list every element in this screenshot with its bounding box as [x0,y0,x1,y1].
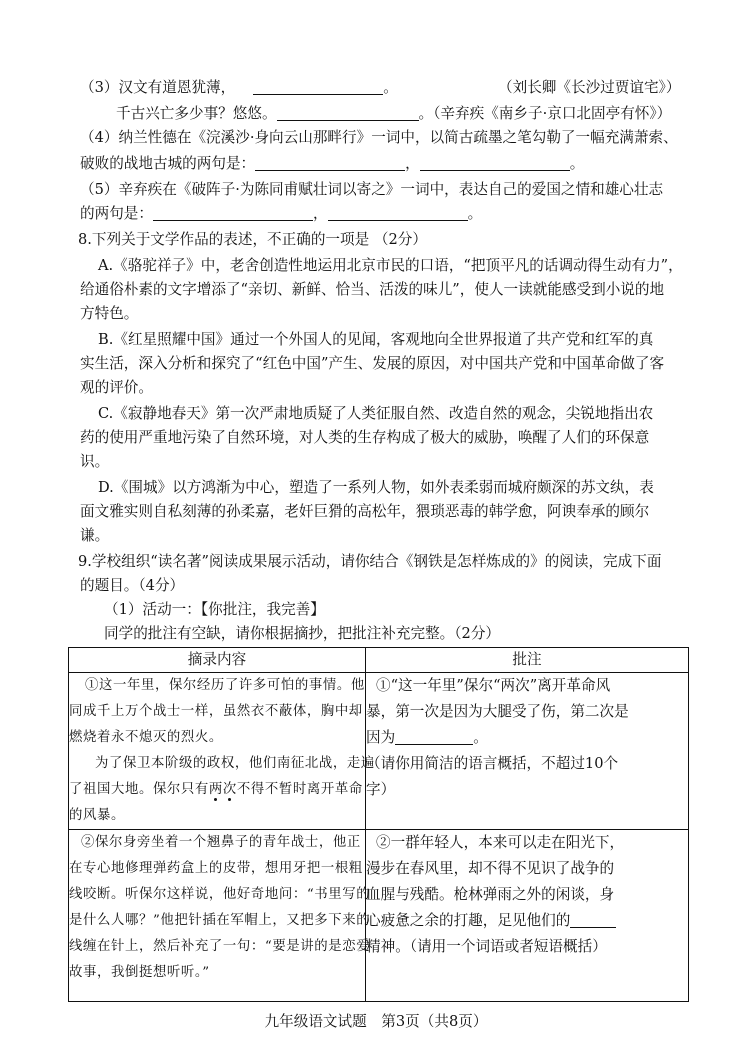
q8-option-d-line3: 谦。 [80,527,110,544]
q8-option-a-line3: 方特色。 [80,305,139,322]
annotation-line [366,725,688,751]
text: 。 [569,155,585,172]
annotation-line: 暴，第一次是因为大腿受了伤，第二次是 [366,703,629,720]
q7-item3-line2 [116,104,671,124]
answer-blank[interactable] [570,912,616,928]
q7-item3-source: （刘长卿《长沙过贾谊宅》） [498,79,681,96]
text: ， [405,155,420,172]
text: 心疲惫之余的打趣，足见他们的 [366,912,571,929]
excerpt-line: 同成千上万个战士一样，虽然衣不蔽体，胸中却 [69,704,363,719]
answer-blank[interactable] [277,105,419,121]
q7-item4-line1: （4）纳兰性德在《浣溪沙·身向云山那畔行》一词中，以简古疏墨之笔勾勒了一幅充满萧索、 [80,129,678,146]
q8-option-b-line3: 观的评价。 [80,379,153,396]
q7-item5-line2 [80,204,482,224]
q8-option-c-line3: 识。 [80,453,110,470]
q9-activity1-desc: 同学的批注有空缺，请你根据摘抄，把批注补充完整。（2分） [104,625,501,642]
annotation-table [68,647,689,1002]
annotation-line: 字） [366,781,396,798]
excerpt-line: 线咬断。听保尔这样说，他好奇地问：“书里写的 [69,887,371,902]
excerpt-line: ①这一年里，保尔经历了许多可怕的事情。他 [85,678,365,693]
text: 。 [473,729,488,746]
answer-blank[interactable] [153,205,313,221]
q9-activity1-title: （1）活动一：【你批注，我完善】 [104,601,325,618]
table-row [69,830,689,1002]
text: ， [312,205,328,222]
q7-item4-line2 [80,154,584,174]
emphasis-dot-text: 次 [222,782,237,797]
text: 的两句是： [80,205,153,222]
q7-item5-line1: （5）辛弃疾在《破阵子·为陈同甫赋壮词以寄之》一词中，表达自己的爱国之情和雄心壮志 [80,181,664,198]
excerpt-cell-2 [69,830,371,1002]
text: 。 [467,205,483,222]
excerpt-cell-1 [69,673,375,830]
column-header-excerpt: 摘录内容 [69,648,366,673]
text: 了祖国大地。保尔只有 [69,782,209,797]
text: 破败的战地古城的两句是： [80,155,256,172]
excerpt-line: 在专心地修理弹药盒上的皮带，想用牙把一根粗 [69,861,363,876]
annotation-line [366,908,688,934]
answer-blank[interactable] [328,205,468,221]
q9-stem-line2: 的题目。（4分） [80,577,185,594]
answer-blank[interactable] [395,729,473,745]
excerpt-line: 为了保卫本阶级的政权，他们南征北战，走遍 [95,756,375,771]
text: （3）汉文有道恩犹薄， [80,79,236,96]
page-footer: 九年级语文试题 第3页（共8页） [264,1013,488,1030]
annotation-line: 漫步在春风里，却不得不见识了战争的 [366,860,615,877]
table-row [69,673,689,830]
text: 。 [383,79,398,96]
annotation-line: （请你用简洁的语言概括，不超过10个 [366,755,619,772]
q8-option-a-line1: A.《骆驼祥子》中，老舍创造性地运用北京市民的口语，“把顶平凡的话调动得生动有力”， [98,257,683,274]
q8-option-b-line2: 实生活，深入分析和探究了“红色中国”产生、发展的原因，对中国共产党和中国革命做了客 [80,355,665,372]
annotation-line: 精神。（请用一个词语或者短语概括） [366,938,607,955]
excerpt-line: 燃烧着永不熄灭的烈火。 [69,730,223,745]
excerpt-line: 故事，我倒挺想听听。” [69,965,210,980]
annotation-line: ②一群年轻人，本来可以走在阳光下， [376,834,625,851]
q8-option-a-line2: 给通俗朴素的文字增添了“亲切、新鲜、恰当、活泼的味儿”，使人一读就能感受到小说的地 [80,281,665,298]
q8-stem: 8.下列关于文学作品的表述，不正确的一项是 （2分） [78,231,427,248]
table-header-row [69,648,689,673]
text: 千古兴亡多少事？悠悠。 [116,105,277,122]
text: 。（辛弃疾《南乡子·京口北固亭有怀》） [418,105,672,122]
text: 因为 [366,729,396,746]
q8-option-d-line1: D.《围城》以方鸿渐为中心，塑造了一系列人物，如外表柔弱而城府颇深的苏文纨，表 [98,479,654,496]
annotation-line: 血腥与残酷。枪林弹雨之外的闲谈，身 [366,886,615,903]
q9-stem-line1: 9.学校组织“读名著”阅读成果展示活动，请你结合《钢铁是怎样炼成的》的阅读，完成下面 [78,553,662,570]
excerpt-line: ②保尔身旁坐着一个翘鼻子的青年战士，他正 [81,835,361,850]
q8-option-d-line2: 面文雅实则自私刻薄的孙柔嘉，老奸巨猾的高松年，猥琐恶毒的韩学愈，阿谀奉承的顾尔 [80,503,650,520]
annotation-cell-2 [366,830,689,1002]
q8-option-c-line1: C.《寂静地春天》第一次严肃地质疑了人类征服自然、改造自然的观念，尖锐地指出农 [98,405,654,422]
q8-option-b-line1: B.《红星照耀中国》通过一个外国人的见闻，客观地向全世界报道了共产党和红军的真 [98,331,654,348]
excerpt-line: 的风暴。 [69,808,125,823]
excerpt-line [69,777,365,803]
excerpt-line: 线缠在针上，然后补充了一句：“要是讲的是恋爱 [69,939,371,954]
answer-blank[interactable] [420,155,570,171]
emphasis-dot-text: 两 [208,782,223,797]
excerpt-line: 是什么人哪？”他把针插在军帽上，又把多下来的 [69,913,371,928]
q7-item3-line1 [80,78,398,98]
annotation-cell-1 [366,673,689,830]
text: 不得不暂时离开革命 [236,782,363,797]
column-header-annotation: 批注 [366,648,689,673]
q8-option-c-line2: 药的使用严重地污染了自然环境，对人类的生存构成了极大的威胁，唤醒了人们的环保意 [80,429,650,446]
annotation-line: ①“这一年里”保尔“两次”离开革命风 [376,677,611,694]
answer-blank[interactable] [253,79,383,95]
answer-blank[interactable] [255,155,405,171]
